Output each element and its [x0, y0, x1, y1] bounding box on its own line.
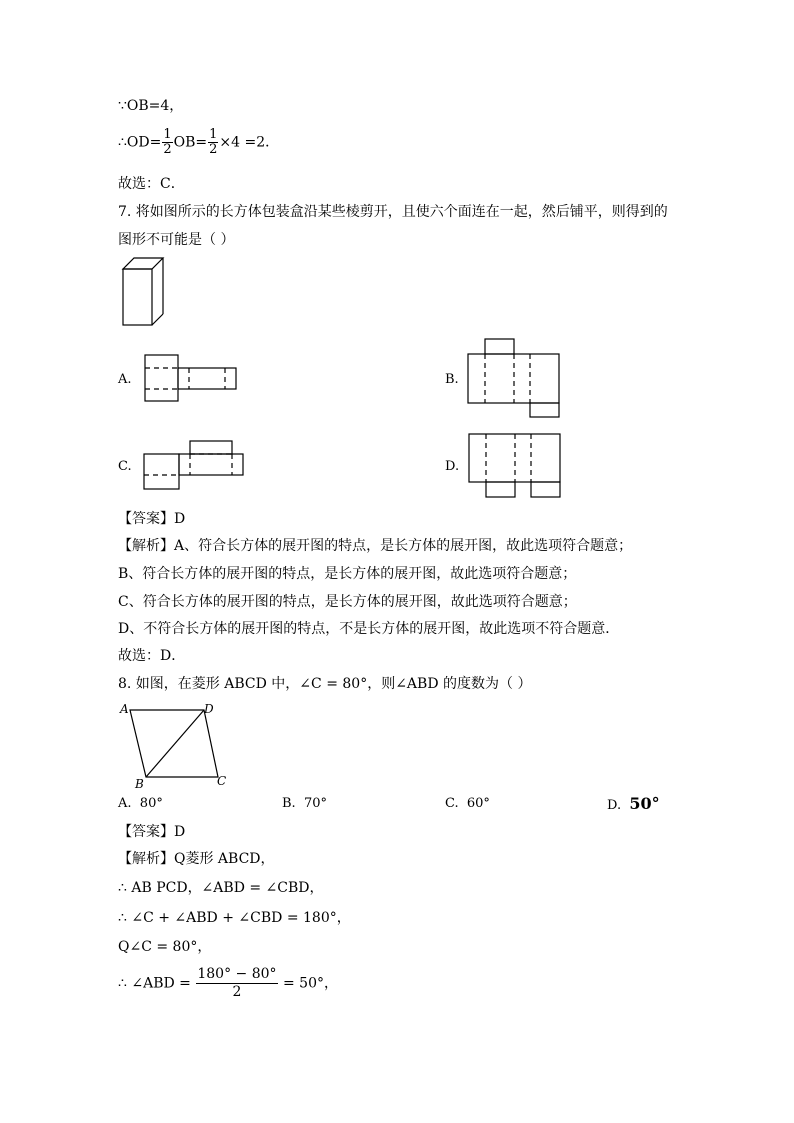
q8-analysis-line3: ∴ ∠C + ∠ABD + ∠CBD = 180°， — [118, 910, 351, 926]
rhombus-abcd-figure — [118, 700, 233, 792]
vertex-label-a: A — [120, 702, 129, 716]
q7-stem-line1: 7. 将如图所示的长方体包装盒沿某些棱剪开，且使六个面连在一起，然后铺平，则得到的 — [118, 204, 668, 220]
times-four-text: ×4 =2． — [219, 134, 280, 151]
q7-option-c-label: C. — [118, 459, 132, 474]
therefore-prefix: ∴OD= — [118, 134, 162, 151]
q7-analysis-line4: D、不符合长方体的展开图的特点，不是长方体的展开图，故此选项不符合题意． — [118, 621, 620, 637]
cuboid-box-figure — [120, 255, 166, 330]
q7-final-choice: 故选：D． — [118, 648, 186, 664]
because-ob-line: ∵OB=4， — [118, 98, 184, 114]
q7-analysis-line2: B、符合长方体的展开图的特点，是长方体的展开图，故此选项符合题意； — [118, 566, 577, 582]
ob-text: OB= — [173, 134, 208, 151]
q7-analysis-line3: C、符合长方体的展开图的特点，是长方体的展开图，故此选项符合题意； — [118, 594, 577, 610]
q7-option-b-net — [467, 338, 563, 420]
q7-option-b-label: B. — [445, 372, 459, 387]
q7-option-a-net — [144, 354, 239, 404]
q8-answer: 【答案】D — [118, 824, 186, 840]
vertex-label-b: B — [135, 777, 144, 791]
q7-option-d-label: D. — [445, 459, 460, 474]
q8-analysis-line4: Q∠C = 80°， — [118, 939, 212, 955]
q7-option-a-label: A. — [118, 372, 132, 387]
q7-stem-line2: 图形不可能是（ ） — [118, 232, 235, 248]
final-prefix: ∴ ∠ABD = — [118, 975, 191, 992]
therefore-od-line — [118, 128, 279, 157]
q7-option-c-net — [143, 440, 246, 492]
half-fraction-1: $\frac{1}{2}$ — [163, 127, 172, 157]
vertex-label-c: C — [217, 774, 227, 788]
q8-analysis-line2: ∴ AB PCD，∠ABD = ∠CBD， — [118, 880, 324, 896]
q8-choice-d: D. 50° — [607, 794, 660, 813]
q8-analysis-line1: 【解析】Q菱形 ABCD， — [118, 851, 275, 867]
q8-choice-c: C. 60° — [445, 796, 490, 811]
q8-choice-b: B. 70° — [282, 796, 327, 811]
half-fraction-2: $\frac{1}{2}$ — [209, 127, 218, 157]
q7-option-d-net — [468, 433, 564, 501]
q8-stem: 8. 如图，在菱形 ABCD 中，∠C = 80°，则∠ABD 的度数为（ ） — [118, 676, 532, 692]
answer-choice-c: 故选：C． — [118, 176, 185, 192]
q7-analysis-line1: 【解析】A、符合长方体的展开图的特点，是长方体的展开图，故此选项符合题意； — [118, 538, 633, 554]
q8-final-equation — [118, 966, 338, 1001]
final-suffix: = 50°， — [282, 975, 338, 992]
final-fraction: $\frac{180^\circ - 80^\circ}{2}$ — [197, 966, 277, 1000]
vertex-label-d: D — [204, 702, 214, 716]
q8-choice-a: A. 80° — [118, 796, 163, 811]
q7-answer: 【答案】D — [118, 511, 186, 527]
